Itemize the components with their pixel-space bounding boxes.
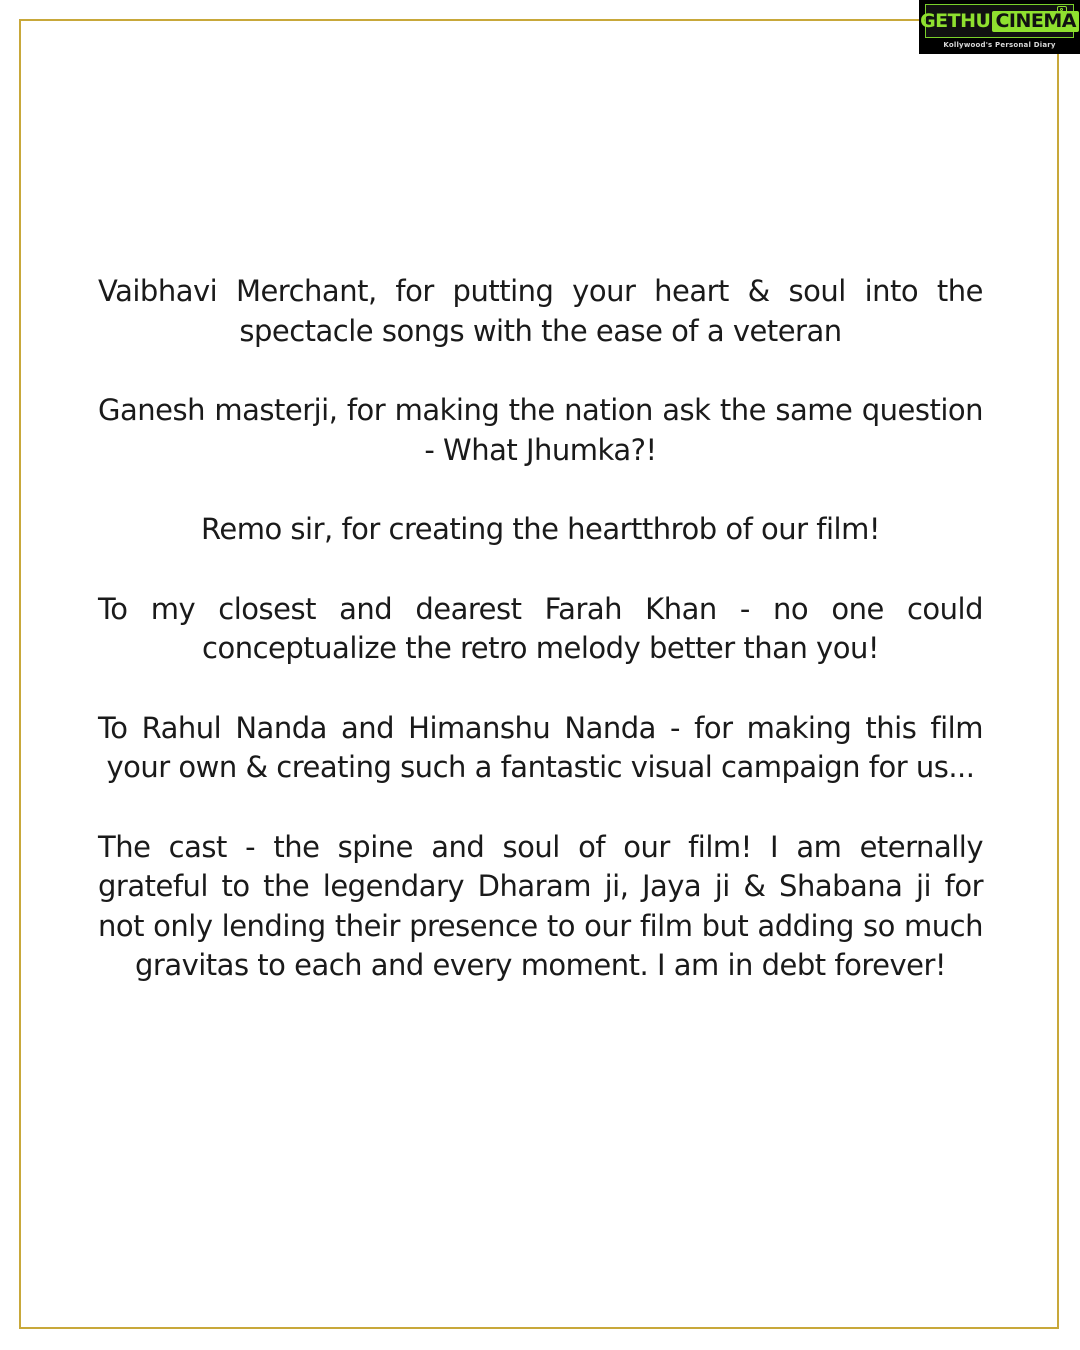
gethucinema-logo xyxy=(919,0,1080,54)
paragraph-farah: To my closest and dearest Farah Khan - no one could conceptualize the retro melody better than you! xyxy=(98,591,983,665)
paragraph-vaibhavi: Vaibhavi Merchant, for putting your heart & soul into the spectacle songs with the ease of a veteran xyxy=(98,274,983,348)
paragraph-remo: Remo sir, for creating the heartthrob of our film! xyxy=(201,512,880,546)
letter-body xyxy=(98,272,983,1026)
logo-wordmark xyxy=(920,11,1079,32)
paragraph-ganesh: Ganesh masterji, for making the nation ask the same question - What Jhumka?! xyxy=(98,393,983,467)
camera-icon xyxy=(1057,6,1067,13)
paragraph-cast: The cast - the spine and soul of our film! I am eternally grateful to the legendary Dharam ji, Jaya ji & Shabana ji for not only lending their presence to our film but adding so much gravitas to each and every moment. I am in debt forever! xyxy=(98,829,983,982)
paragraph-nanda: To Rahul Nanda and Himanshu Nanda - for making this film your own & creating such a fantastic visual campaign for us... xyxy=(98,710,983,784)
logo-tagline: Kollywood's Personal Diary xyxy=(943,41,1056,49)
logo-badge xyxy=(920,4,1076,38)
logo-word-cinema: CINEMA xyxy=(992,11,1079,32)
logo-word-gethu: GETHU xyxy=(920,9,991,32)
